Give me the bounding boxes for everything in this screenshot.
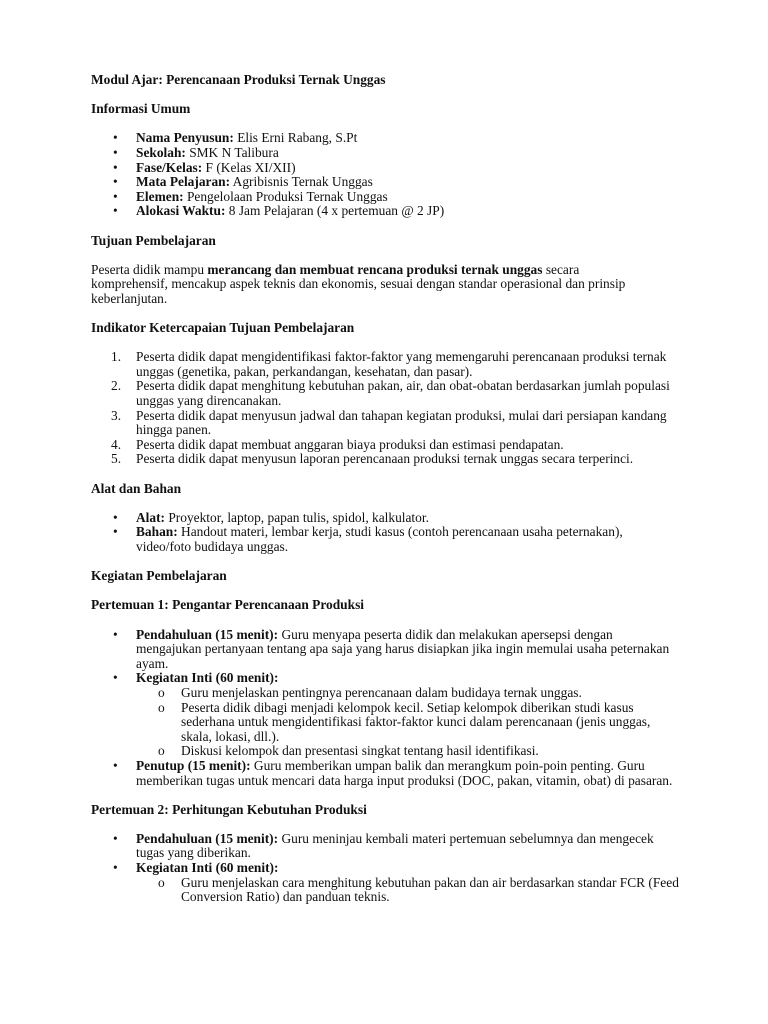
item-text: Peserta didik dibagi menjadi kelompok kecil. Setiap kelompok diberikan studi kasus sederhana untuk mengidentifikasi faktor-faktor kunci dalam perencanaan (jenis unggas, skala, lokasi, dll.).	[181, 699, 651, 744]
item-label: Sekolah:	[136, 144, 186, 160]
list-item	[91, 511, 651, 526]
list-item	[91, 161, 691, 176]
document-title: Modul Ajar: Perencanaan Produksi Ternak Unggas	[91, 72, 386, 87]
list-item	[91, 146, 691, 161]
item-number: 4.	[111, 436, 122, 452]
list-item	[91, 131, 691, 146]
pertemuan-1-list	[91, 628, 681, 686]
list-item	[91, 759, 681, 788]
sub-list-item	[91, 744, 681, 759]
item-number: 1.	[111, 349, 122, 365]
list-item	[91, 175, 691, 190]
list-item	[91, 832, 681, 861]
item-label: Kegiatan Inti (60 menit):	[136, 670, 279, 686]
list-item	[91, 628, 681, 672]
item-number: 2.	[111, 378, 122, 394]
item-label: Mata Pelajaran:	[136, 174, 231, 190]
item-text: Peserta didik dapat mengidentifikasi faktor-faktor yang memengaruhi perencanaan produksi ternak unggas (genetika, pakan, perkandangan, kesehatan, dan pasar).	[136, 349, 667, 379]
heading-pertemuan-1: Pertemuan 1: Pengantar Perencanaan Produksi	[91, 597, 365, 613]
item-label: Pendahuluan (15 menit):	[136, 830, 279, 846]
pertemuan-2-inti-sublist	[91, 876, 681, 905]
item-text: Guru menjelaskan cara menghitung kebutuhan pakan dan air berdasarkan standar FCR (Feed Conversion Ratio) dan panduan teknis.	[181, 874, 679, 905]
heading-informasi-umum: Informasi Umum	[91, 101, 191, 117]
tujuan-paragraph	[91, 263, 651, 307]
alat-bahan-list	[91, 511, 651, 555]
item-value: SMK N Talibura	[185, 144, 279, 160]
list-item	[91, 190, 691, 205]
pertemuan-1-penutup-list	[91, 759, 681, 788]
item-text: Peserta didik dapat membuat anggaran biaya produksi dan estimasi pendapatan.	[136, 436, 564, 452]
tujuan-text-bold: merancang dan membuat rencana produksi ternak unggas	[207, 261, 543, 277]
list-item	[91, 379, 681, 408]
list-item	[91, 409, 681, 438]
heading-alat-bahan: Alat dan Bahan	[91, 480, 182, 496]
item-text: Guru menjelaskan pentingnya perencanaan dalam budidaya ternak unggas.	[181, 684, 582, 700]
heading-kegiatan: Kegiatan Pembelajaran	[91, 568, 227, 584]
item-label: Pendahuluan (15 menit):	[136, 626, 279, 642]
item-label: Alat:	[136, 509, 166, 525]
item-value: 8 Jam Pelajaran (4 x pertemuan @ 2 JP)	[225, 203, 445, 219]
item-value: Pengelolaan Produksi Ternak Unggas	[183, 188, 388, 204]
item-label: Kegiatan Inti (60 menit):	[136, 860, 279, 876]
item-label: Penutup (15 menit):	[136, 757, 251, 773]
list-item	[91, 438, 681, 453]
item-value: Elis Erni Rabang, S.Pt	[233, 130, 358, 146]
item-text: Peserta didik dapat menghitung kebutuhan pakan, air, dan obat-obatan berdasarkan jumlah populasi unggas yang direncanakan.	[136, 378, 670, 409]
list-item	[91, 204, 691, 219]
sub-bullet-marker: o	[158, 699, 165, 715]
item-value: Guru memberikan umpan balik dan merangkum poin-poin penting. Guru memberikan tugas untuk mencari data harga input produksi (DOC, pakan, vitamin, obat) di pasaran.	[136, 757, 673, 788]
sub-list-item	[91, 701, 681, 745]
item-number: 5.	[111, 451, 122, 467]
item-value: Guru menyapa peserta didik dan melakukan apersepsi dengan mengajukan pertanyaan tentang apa saja yang harus disiapkan jika ingin memulai usaha peternakan ayam.	[136, 626, 670, 671]
heading-tujuan: Tujuan Pembelajaran	[91, 232, 216, 248]
list-item	[91, 525, 651, 554]
item-label: Elemen:	[136, 188, 184, 204]
item-text: Peserta didik dapat menyusun laporan perencanaan produksi ternak unggas secara terperinci.	[136, 451, 634, 467]
sub-list-item	[91, 876, 681, 905]
sub-list-item	[91, 686, 681, 701]
item-text: Peserta didik dapat menyusun jadwal dan tahapan kegiatan produksi, mulai dari persiapan kandang hingga panen.	[136, 407, 667, 438]
tujuan-text-pre: Peserta didik mampu	[91, 261, 208, 277]
informasi-umum-list	[91, 131, 691, 219]
item-label: Nama Penyusun:	[136, 130, 234, 146]
indikator-list	[91, 350, 681, 467]
item-text: Diskusi kelompok dan presentasi singkat tentang hasil identifikasi.	[181, 743, 539, 759]
list-item	[91, 671, 681, 686]
sub-bullet-marker: o	[158, 684, 165, 700]
list-item	[91, 452, 681, 467]
list-item	[91, 350, 681, 379]
tujuan-text-post: secara komprehensif, mencakup aspek teknis dan ekonomis, sesuai dengan standar operasional dan prinsip keberlanjutan.	[91, 261, 626, 306]
item-value: Agribisnis Ternak Unggas	[230, 174, 373, 190]
sub-bullet-marker: o	[158, 874, 165, 890]
list-item	[91, 861, 681, 876]
item-label: Fase/Kelas:	[136, 159, 203, 175]
item-label: Alokasi Waktu:	[136, 203, 226, 219]
item-number: 3.	[111, 407, 122, 423]
item-value: F (Kelas XI/XII)	[202, 159, 296, 175]
sub-bullet-marker: o	[158, 743, 165, 759]
heading-pertemuan-2: Pertemuan 2: Perhitungan Kebutuhan Produksi	[91, 801, 367, 817]
document-content	[91, 73, 691, 905]
pertemuan-2-list	[91, 832, 681, 876]
item-value: Guru meninjau kembali materi pertemuan sebelumnya dan mengecek tugas yang diberikan.	[136, 830, 654, 861]
item-value: Proyektor, laptop, papan tulis, spidol, kalkulator.	[165, 509, 429, 525]
pertemuan-1-inti-sublist	[91, 686, 681, 759]
item-label: Bahan:	[136, 524, 178, 540]
item-value: Handout materi, lembar kerja, studi kasus (contoh perencanaan usaha peternakan), video/foto budidaya unggas.	[136, 524, 623, 554]
heading-indikator: Indikator Ketercapaian Tujuan Pembelajaran	[91, 320, 355, 336]
